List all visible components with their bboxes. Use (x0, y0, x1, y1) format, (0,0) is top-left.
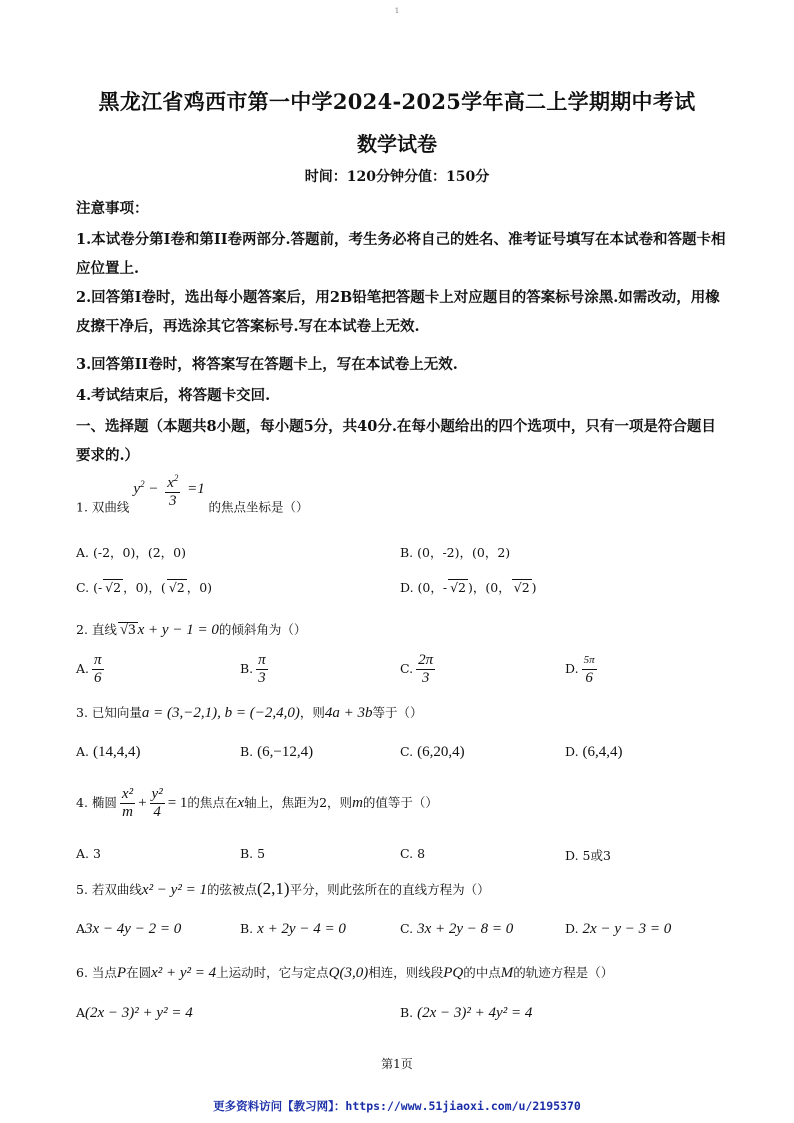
q1-option-b: B. (0，-2)，(0，2) (400, 545, 511, 560)
exam-subtitle: 数学试卷 (357, 132, 437, 156)
section-heading: 一、选择题（本题共8小题，每小题5分，共40分.在每小题给出的四个选项中，只有一项是符合题目要求的.） (76, 418, 716, 464)
q4-option-d: D. 5或3 (565, 848, 611, 863)
q3-option-a: A. (14,4,4) (76, 744, 141, 760)
q2-option-d: D. $\frac{5\pi}{6}$ (565, 654, 595, 686)
sqrt-symbol: √2 (168, 580, 185, 595)
question-2: 2. 直线 √3 x + y − 1 = 0的倾斜角为（） (76, 622, 307, 638)
sqrt-symbol: √2 (513, 580, 530, 595)
sqrt-symbol: √3 (119, 622, 136, 638)
q3-option-c: C. (6,20,4) (400, 744, 465, 760)
question-6: 6. 当点P在圆x² + y² = 4上运动时，它与定点Q(3,0)相连，则线段PQ的中点M的轨迹方程是（） (76, 965, 614, 981)
sqrt-symbol: √2 (105, 580, 122, 595)
q1-option-d: D. (0，- √2 )，(0， √2 ) (400, 580, 537, 595)
question-3: 3. 已知向量a = (3,−2,1), b = (−2,4,0)，则4a + 3b等于（） (76, 705, 423, 721)
question-5: 5. 若双曲线x² − y² = 1的弦被点(2,1)平分，则此弦所在的直线方程为（） (76, 879, 490, 898)
q4-option-a: A. 3 (76, 846, 101, 861)
q5-option-d: D. 2x − y − 3 = 0 (565, 921, 672, 937)
q2-option-b: B. $\frac{\pi}{3}$ (240, 652, 266, 686)
time-score-line: 时间：120分钟分值：150分 (304, 169, 490, 185)
q3-option-b: B. (6,−12,4) (240, 744, 314, 760)
footer-resource-link[interactable]: 更多资料访问【教习网】：https://www.51jiaoxi.com/u/2195370 (213, 1099, 581, 1113)
q4-option-c: C. 8 (400, 846, 426, 861)
note-item-3: 3.回答第II卷时，将答案写在答题卡上，写在本试卷上无效. (76, 356, 458, 373)
q6-option-a: A(2x − 3)² + y² = 4 (76, 1005, 193, 1021)
exam-title: 黑龙江省鸡西市第一中学2024-2025学年高二上学期期中考试 (98, 89, 696, 114)
question-4: 4. 椭圆 $\frac{\text{x²}}{m}$ + $\frac{\text{y²}}{4}$ = 1的焦点在x轴上，焦距为2，则m的值等于（） (76, 786, 438, 820)
note-item-4: 4.考试结束后，将答题卡交回. (76, 387, 271, 404)
q1-suffix: 的焦点坐标是（） (208, 499, 309, 515)
q1-option-a: A. (-2，0)，(2，0) (76, 545, 187, 560)
sqrt-symbol: √2 (450, 580, 466, 595)
page-mark: 1 (394, 7, 400, 15)
q3-option-d: D. (6,4,4) (565, 744, 623, 760)
question-1 (76, 473, 309, 528)
notes-heading: 注意事项： (76, 200, 149, 217)
note-item-1: 1.本试卷分第I卷和第II卷两部分.答题前，考生务必将自己的姓名、准考证号填写在本试卷和答题卡相应位置上. (76, 231, 726, 277)
q5-option-a: A3x − 4y − 2 = 0 (76, 921, 182, 937)
q1-equation: $y^2$ − $\frac{x^2}{3}$ =1 (133, 481, 208, 497)
page-number: 第1页 (381, 1057, 413, 1071)
q1-option-c: C. (- √2 ，0)，( √2 ，0) (76, 580, 213, 595)
q5-option-c: C. 3x + 2y − 8 = 0 (400, 921, 514, 937)
q6-option-b: B. (2x − 3)² + 4y² = 4 (400, 1005, 533, 1021)
q2-option-c: C. $\frac{2\pi}{3}$ (400, 652, 434, 686)
q2-option-a: A. $\frac{\pi}{6}$ (76, 652, 102, 686)
note-item-2: 2.回答第I卷时，选出每小题答案后，用2B铅笔把答题卡上对应题目的答案标号涂黑.如需改动，用橡皮擦干净后，再选涂其它答案标号.写在本试卷上无效. (76, 289, 720, 335)
q4-option-b: B. 5 (240, 846, 266, 861)
q5-option-b: B. x + 2y − 4 = 0 (240, 921, 346, 937)
q1-prefix: 1. 双曲线 (76, 499, 130, 515)
